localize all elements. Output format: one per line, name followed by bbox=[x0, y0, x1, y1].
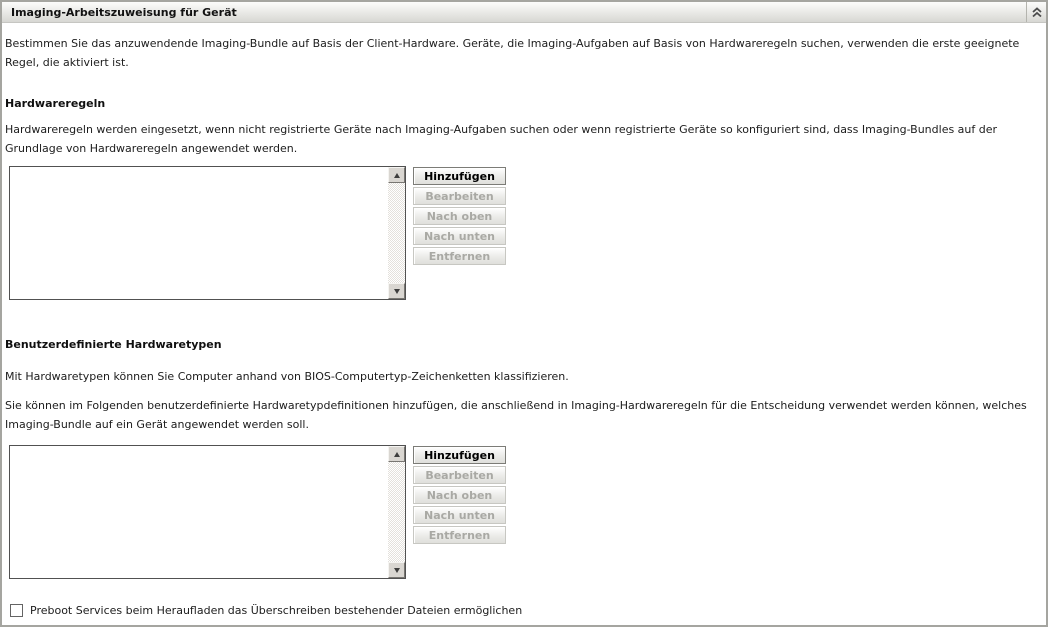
scroll-down-button[interactable] bbox=[388, 283, 405, 299]
remove-button[interactable]: Entfernen bbox=[413, 526, 506, 544]
hardware-rules-buttons bbox=[413, 167, 506, 267]
arrow-down-icon bbox=[394, 568, 400, 573]
custom-hardware-types-scrollbar[interactable] bbox=[388, 446, 405, 578]
hardware-rules-row bbox=[9, 166, 1039, 300]
panel-header bbox=[2, 2, 1046, 23]
custom-hardware-types-listbox[interactable] bbox=[9, 445, 406, 579]
arrow-down-icon bbox=[394, 289, 400, 294]
overwrite-checkbox-row[interactable] bbox=[10, 604, 1039, 617]
hardware-rules-scrollbar[interactable] bbox=[388, 167, 405, 299]
remove-button[interactable]: Entfernen bbox=[413, 247, 506, 265]
hardware-rules-list-items[interactable] bbox=[10, 167, 388, 299]
arrow-up-icon bbox=[394, 173, 400, 178]
panel-content bbox=[2, 34, 1046, 617]
custom-hardware-types-description-1: Mit Hardwaretypen können Sie Computer anhand von BIOS-Computertyp-Zeichenketten klassifizieren. bbox=[5, 370, 569, 383]
custom-hardware-types-description-2: Sie können im Folgenden benutzerdefinierte Hardwaretypdefinitionen hinzufügen, die anschließend in Imaging-Hardwareregeln für die Entscheidung verwendet werden können, welches Imaging-Bundle auf ein Gerät angewendet werden soll. bbox=[5, 399, 1027, 431]
move-up-button[interactable]: Nach oben bbox=[413, 486, 506, 504]
arrow-up-icon bbox=[394, 452, 400, 457]
move-up-button[interactable]: Nach oben bbox=[413, 207, 506, 225]
panel-title: Imaging-Arbeitszuweisung für Gerät bbox=[11, 6, 237, 19]
overwrite-checkbox-label: Preboot Services beim Heraufladen das Überschreiben bestehender Dateien ermöglichen bbox=[30, 604, 523, 617]
edit-button[interactable]: Bearbeiten bbox=[413, 187, 506, 205]
scroll-up-button[interactable] bbox=[388, 167, 405, 183]
intro-text: Bestimmen Sie das anzuwendende Imaging-Bundle auf Basis der Client-Hardware. Geräte, die Imaging-Aufgaben auf Basis von Hardwareregeln suchen, verwenden die erste geeignete Regel, die aktiviert ist. bbox=[5, 37, 1020, 69]
custom-hardware-types-row bbox=[9, 445, 1039, 579]
move-down-button[interactable]: Nach unten bbox=[413, 227, 506, 245]
hardware-rules-description: Hardwareregeln werden eingesetzt, wenn nicht registrierte Geräte nach Imaging-Aufgaben suchen oder wenn registrierte Geräte so konfiguriert sind, dass Imaging-Bundles auf der Grundlage von Hardwareregeln angewendet werden. bbox=[5, 123, 998, 155]
add-button[interactable]: Hinzufügen bbox=[413, 446, 506, 464]
scroll-down-button[interactable] bbox=[388, 562, 405, 578]
edit-button[interactable]: Bearbeiten bbox=[413, 466, 506, 484]
scrollbar-track[interactable] bbox=[388, 183, 405, 283]
overwrite-checkbox[interactable] bbox=[10, 604, 23, 617]
collapse-button[interactable] bbox=[1027, 2, 1046, 22]
custom-hardware-types-heading: Benutzerdefinierte Hardwaretypen bbox=[5, 338, 222, 351]
custom-hardware-types-buttons bbox=[413, 446, 506, 546]
move-down-button[interactable]: Nach unten bbox=[413, 506, 506, 524]
hardware-rules-heading: Hardwareregeln bbox=[5, 97, 106, 110]
hardware-rules-listbox[interactable] bbox=[9, 166, 406, 300]
add-button[interactable]: Hinzufügen bbox=[413, 167, 506, 185]
scroll-up-button[interactable] bbox=[388, 446, 405, 462]
double-chevron-up-icon bbox=[1031, 6, 1043, 18]
scrollbar-track[interactable] bbox=[388, 462, 405, 562]
custom-hardware-types-list-items[interactable] bbox=[10, 446, 388, 578]
